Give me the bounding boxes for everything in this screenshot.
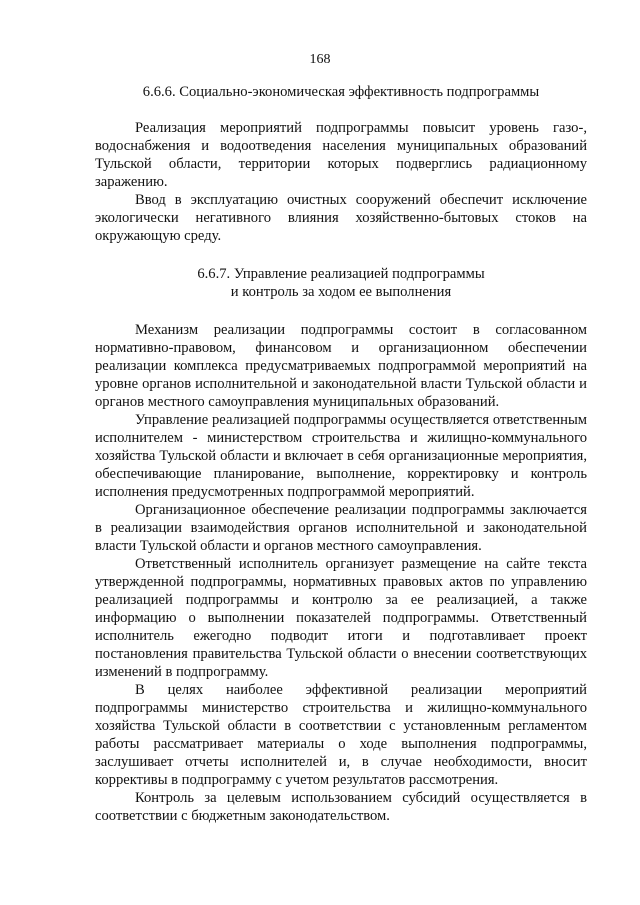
paragraph: Управление реализацией подпрограммы осуществляется ответственным исполнителем - министерством строительства и жилищно-коммунального хозяйства Тульской области и включает в себя организационные мероприятия, обеспечивающие планирование, выполнение, корректировку и контроль исполнения предусмотренных подпрограммой мероприятий. bbox=[95, 412, 587, 500]
paragraph: Механизм реализации подпрограммы состоит в согласованном нормативно-правовом, финансовом и организационном обеспечении реализации комплекса предусматриваемых подпрограммой мероприятий на уровне органов исполнительной и законодательной власти Тульской области и органов местного самоуправления муниципальных образований. bbox=[95, 322, 587, 410]
paragraph: В целях наиболее эффективной реализации мероприятий подпрограммы министерство строительства и жилищно-коммунального хозяйства Тульской области в соответствии с установленным регламентом работы рассматривает материалы о ходе выполнения подпрограммы, заслушивает отчеты исполнителей и, в случае необходимости, вносит коррективы в подпрограмму с учетом результатов рассмотрения. bbox=[95, 682, 587, 788]
paragraph: Ввод в эксплуатацию очистных сооружений обеспечит исключение экологически негативного влияния хозяйственно-бытовых стоков на окружающую среду. bbox=[95, 192, 587, 244]
section-667-title-line1: 6.6.7. Управление реализацией подпрограммы bbox=[197, 266, 485, 282]
paragraph: Организационное обеспечение реализации подпрограммы заключается в реализации взаимодействия органов исполнительной и законодательной власти Тульской области и органов местного самоуправления. bbox=[95, 502, 587, 554]
section-666-title: 6.6.6. Социально-экономическая эффективность подпрограммы bbox=[142, 84, 540, 100]
section-667-title bbox=[95, 265, 587, 301]
paragraph: Реализация мероприятий подпрограммы повысит уровень газо-, водоснабжения и водоотведения населения муниципальных образований Тульской области, территории которых подверглись радиационному заражению. bbox=[95, 120, 587, 190]
section-667-title-line2: и контроль за ходом ее выполнения bbox=[230, 284, 452, 300]
page-content bbox=[95, 83, 587, 825]
page-number: 168 bbox=[309, 52, 331, 67]
paragraph: Ответственный исполнитель организует размещение на сайте текста утвержденной подпрограммы, нормативных правовых актов по управлению реализацией подпрограммы и контролю за ее реализацией, а также информацию о выполнении показателей подпрограммы. Ответственный исполнитель ежегодно подводит итоги и подготавливает проект постановления правительства Тульской области о внесении соответствующих изменений в подпрограмму. bbox=[95, 556, 587, 680]
paragraph: Контроль за целевым использованием субсидий осуществляется в соответствии с бюджетным законодательством. bbox=[95, 790, 587, 824]
